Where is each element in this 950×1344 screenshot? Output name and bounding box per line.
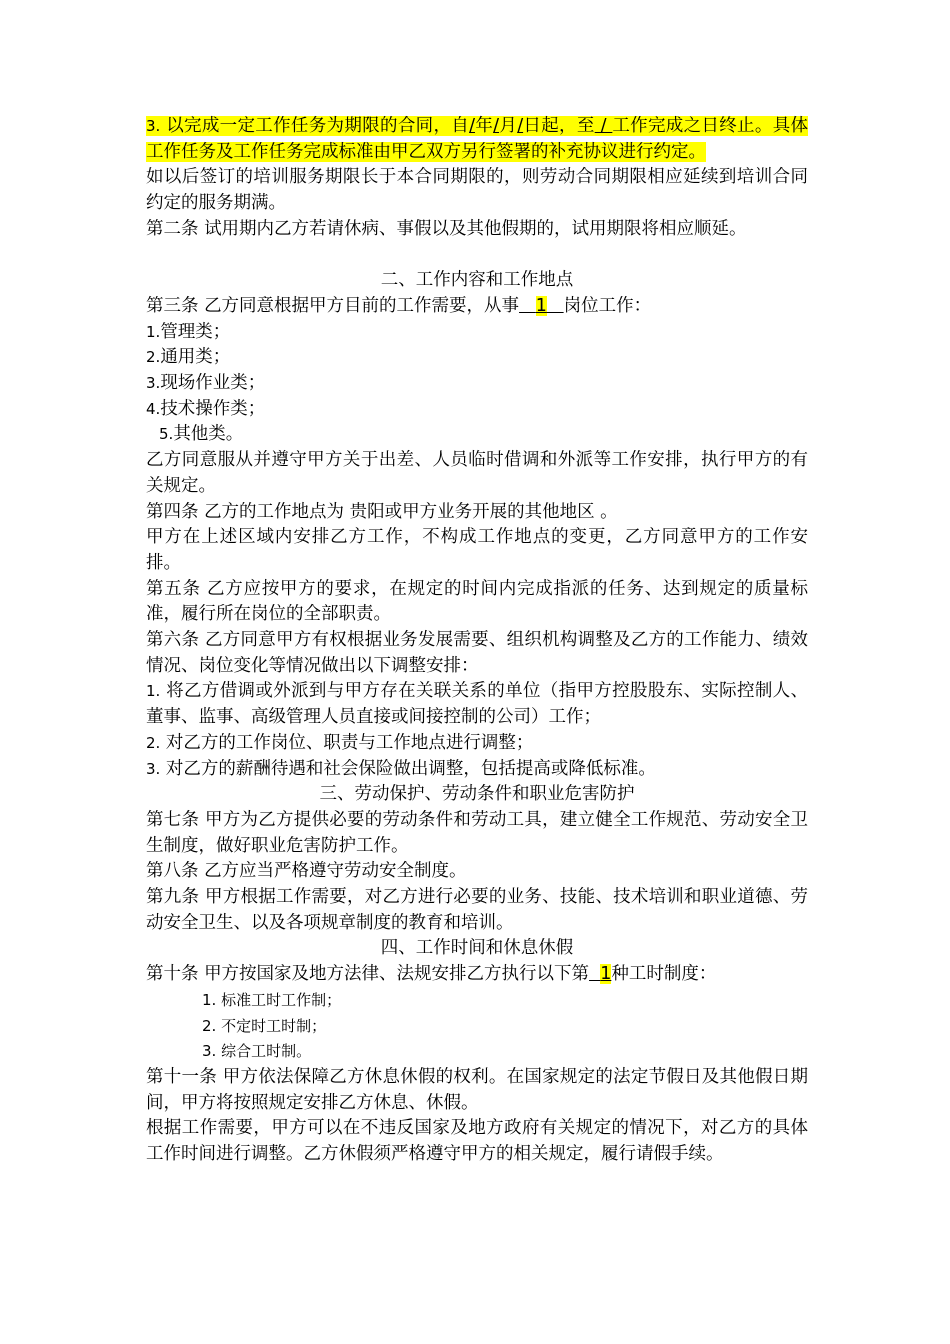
clause-3-item: 3. 以完成一定工作任务为期限的合同，自/年/月/日起，至 / 工作完成之日终止。具体工作任务及工作任务完成标准由甲乙双方另行签署的补充协议进行约定。 — [146, 116, 809, 162]
list-item: 5.其他类。 — [159, 424, 244, 445]
article-7: 第七条 甲方为乙方提供必要的劳动条件和劳动工具，建立健全工作规范、劳动安全卫生制度，做好职业危害防护工作。 — [146, 809, 808, 856]
list-item: 2. 不定时工时制； — [202, 1016, 327, 1035]
list-item: 3. 综合工时制。 — [202, 1042, 312, 1061]
article-6: 第六条 乙方同意甲方有权根据业务发展需要、组织机构调整及乙方的工作能力、绩效情况、岗位变化等情况做出以下调整安排： — [146, 630, 808, 676]
contract-page — [146, 114, 808, 1168]
section-4-title: 四、工作时间和休息休假 — [380, 938, 574, 959]
para-adjust: 根据工作需要，甲方可以在不违反国家及地方政府有关规定的情况下，对乙方的具体工作时间进行调整。乙方休假须严格遵守甲方的相关规定，履行请假手续。 — [146, 1118, 808, 1165]
list-item: 1. 将乙方借调或外派到与甲方存在关联关系的单位（指甲方控股股东、实际控制人、董事、监事、高级管理人员直接或间接控制的公司）工作； — [146, 681, 808, 728]
section-2-title: 二、工作内容和工作地点 — [380, 270, 574, 291]
article-2: 第二条 试用期内乙方若请休病、事假以及其他假期的，试用期限将相应顺延。 — [146, 218, 747, 239]
spacer — [146, 243, 808, 269]
list-item: 1. 标准工时工作制； — [202, 990, 342, 1009]
list-item: 3. 对乙方的薪酬待遇和社会保险做出调整，包括提高或降低标准。 — [146, 758, 656, 779]
article-11: 第十一条 甲方依法保障乙方休息休假的权利。在国家规定的法定节假日及其他假日期间，甲方将按照规定安排乙方休息、休假。 — [146, 1067, 808, 1113]
section-3-title: 三、劳动保护、劳动条件和职业危害防护 — [319, 784, 635, 805]
para-location: 甲方在上述区域内安排乙方工作，不构成工作地点的变更，乙方同意甲方的工作安排。 — [146, 527, 808, 573]
job-type-value: 1 — [535, 295, 547, 316]
article-9: 第九条 甲方根据工作需要，对乙方进行必要的业务、技能、技术培训和职业道德、劳动安全卫生、以及各项规章制度的教育和培训。 — [146, 887, 808, 933]
list-item: 4.技术操作类； — [146, 398, 266, 419]
article-5: 第五条 乙方应按甲方的要求，在规定的时间内完成指派的任务、达到规定的质量标准，履行所在岗位的全部职责。 — [146, 578, 808, 625]
article-3: 第三条 乙方同意根据甲方目前的工作需要，从事 1 岗位工作： — [146, 295, 652, 316]
para-training: 如以后签订的培训服务期限长于本合同期限的，则劳动合同期限相应延续到培训合同约定的服务期满。 — [146, 167, 808, 214]
list-item: 1.管理类； — [146, 321, 231, 342]
list-item: 2. 对乙方的工作岗位、职责与工作地点进行调整； — [146, 732, 534, 753]
list-item: 2.通用类； — [146, 347, 231, 368]
article-8: 第八条 乙方应当严格遵守劳动安全制度。 — [146, 861, 467, 882]
work-hour-system-value: 1 — [600, 964, 612, 985]
para-travel: 乙方同意服从并遵守甲方关于出差、人员临时借调和外派等工作安排，执行甲方的有关规定。 — [146, 450, 808, 496]
list-item: 3.现场作业类； — [146, 373, 266, 394]
article-4: 第四条 乙方的工作地点为 贵阳或甲方业务开展的其他地区 。 — [146, 501, 618, 522]
article-10: 第十条 甲方按国家及地方法律、法规安排乙方执行以下第 1种工时制度： — [146, 964, 717, 985]
